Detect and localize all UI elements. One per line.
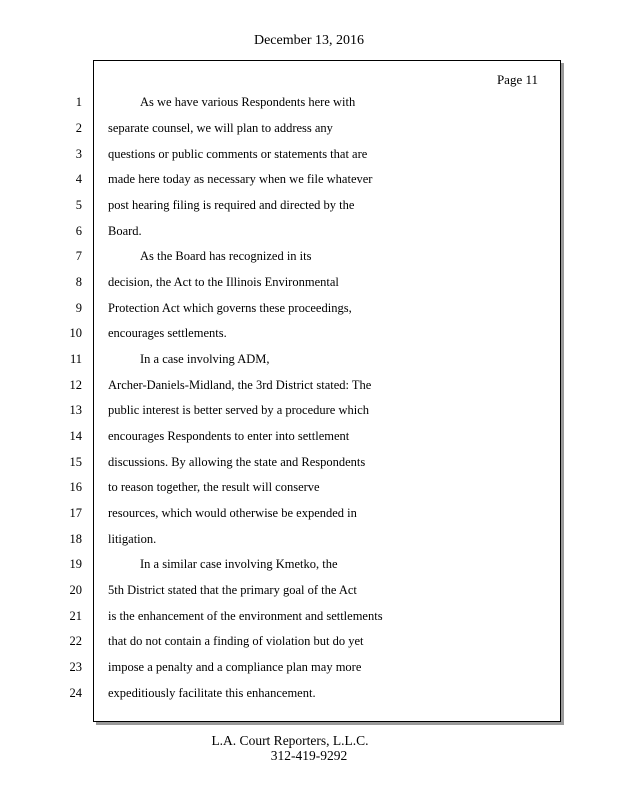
transcript-line: is the enhancement of the environment and settlements <box>108 609 383 623</box>
line-number: 6 <box>75 224 82 238</box>
line-number: 2 <box>75 121 82 135</box>
line-number: 19 <box>69 557 82 571</box>
line-number: 1 <box>75 95 82 109</box>
transcript-line: As we have various Respondents here with <box>140 95 356 109</box>
page-number: Page 11 <box>496 72 538 87</box>
transcript-line: impose a penalty and a compliance plan may more <box>108 660 362 674</box>
transcript-line: made here today as necessary when we file whatever <box>108 172 373 186</box>
line-number: 13 <box>69 403 82 417</box>
line-number: 11 <box>69 352 82 366</box>
transcript-line: post hearing filing is required and directed by the <box>108 198 355 212</box>
transcript-line: Protection Act which governs these proceedings, <box>108 301 352 315</box>
line-number: 7 <box>75 249 82 263</box>
transcript-line: questions or public comments or statements that are <box>108 147 368 161</box>
line-number: 4 <box>75 172 82 186</box>
transcript-line: encourages Respondents to enter into settlement <box>108 429 350 443</box>
transcript-line: In a similar case involving Kmetko, the <box>140 557 338 571</box>
transcript-line: encourages settlements. <box>108 326 227 340</box>
line-number: 3 <box>75 147 82 161</box>
line-number: 14 <box>69 429 82 443</box>
transcript-line: separate counsel, we will plan to address any <box>108 121 333 135</box>
transcript-line: decision, the Act to the Illinois Environmental <box>108 275 339 289</box>
line-number: 17 <box>69 506 82 520</box>
footer-company: L.A. Court Reporters, L.L.C. <box>211 733 369 748</box>
transcript-line: In a case involving ADM, <box>140 352 270 366</box>
transcript-line: discussions. By allowing the state and Respondents <box>108 455 366 469</box>
transcript-line: that do not contain a finding of violation but do yet <box>108 634 364 648</box>
transcript-line: Archer-Daniels-Midland, the 3rd District stated: The <box>108 378 372 392</box>
transcript-line: As the Board has recognized in its <box>140 249 312 263</box>
line-number: 23 <box>69 660 82 674</box>
line-number: 20 <box>69 583 82 597</box>
line-number: 5 <box>75 198 82 212</box>
line-number: 15 <box>69 455 82 469</box>
footer-phone: 312-419-9292 <box>270 748 348 763</box>
transcript-line: litigation. <box>108 532 157 546</box>
transcript-line: Board. <box>108 224 142 238</box>
line-number: 12 <box>69 378 82 392</box>
line-number: 21 <box>69 609 82 623</box>
transcript-line: 5th District stated that the primary goal of the Act <box>108 583 357 597</box>
transcript-date: December 13, 2016 <box>253 33 365 48</box>
line-number: 22 <box>69 634 82 648</box>
line-number: 16 <box>69 480 82 494</box>
line-number: 10 <box>69 326 82 340</box>
transcript-line: resources, which would otherwise be expended in <box>108 506 357 520</box>
transcript-line: public interest is better served by a procedure which <box>108 403 370 417</box>
transcript-line: expeditiously facilitate this enhancement. <box>108 686 316 700</box>
transcript-line: to reason together, the result will conserve <box>108 480 320 494</box>
line-number: 24 <box>69 686 82 700</box>
line-number: 9 <box>75 301 82 315</box>
line-number: 18 <box>69 532 82 546</box>
line-number: 8 <box>75 275 82 289</box>
